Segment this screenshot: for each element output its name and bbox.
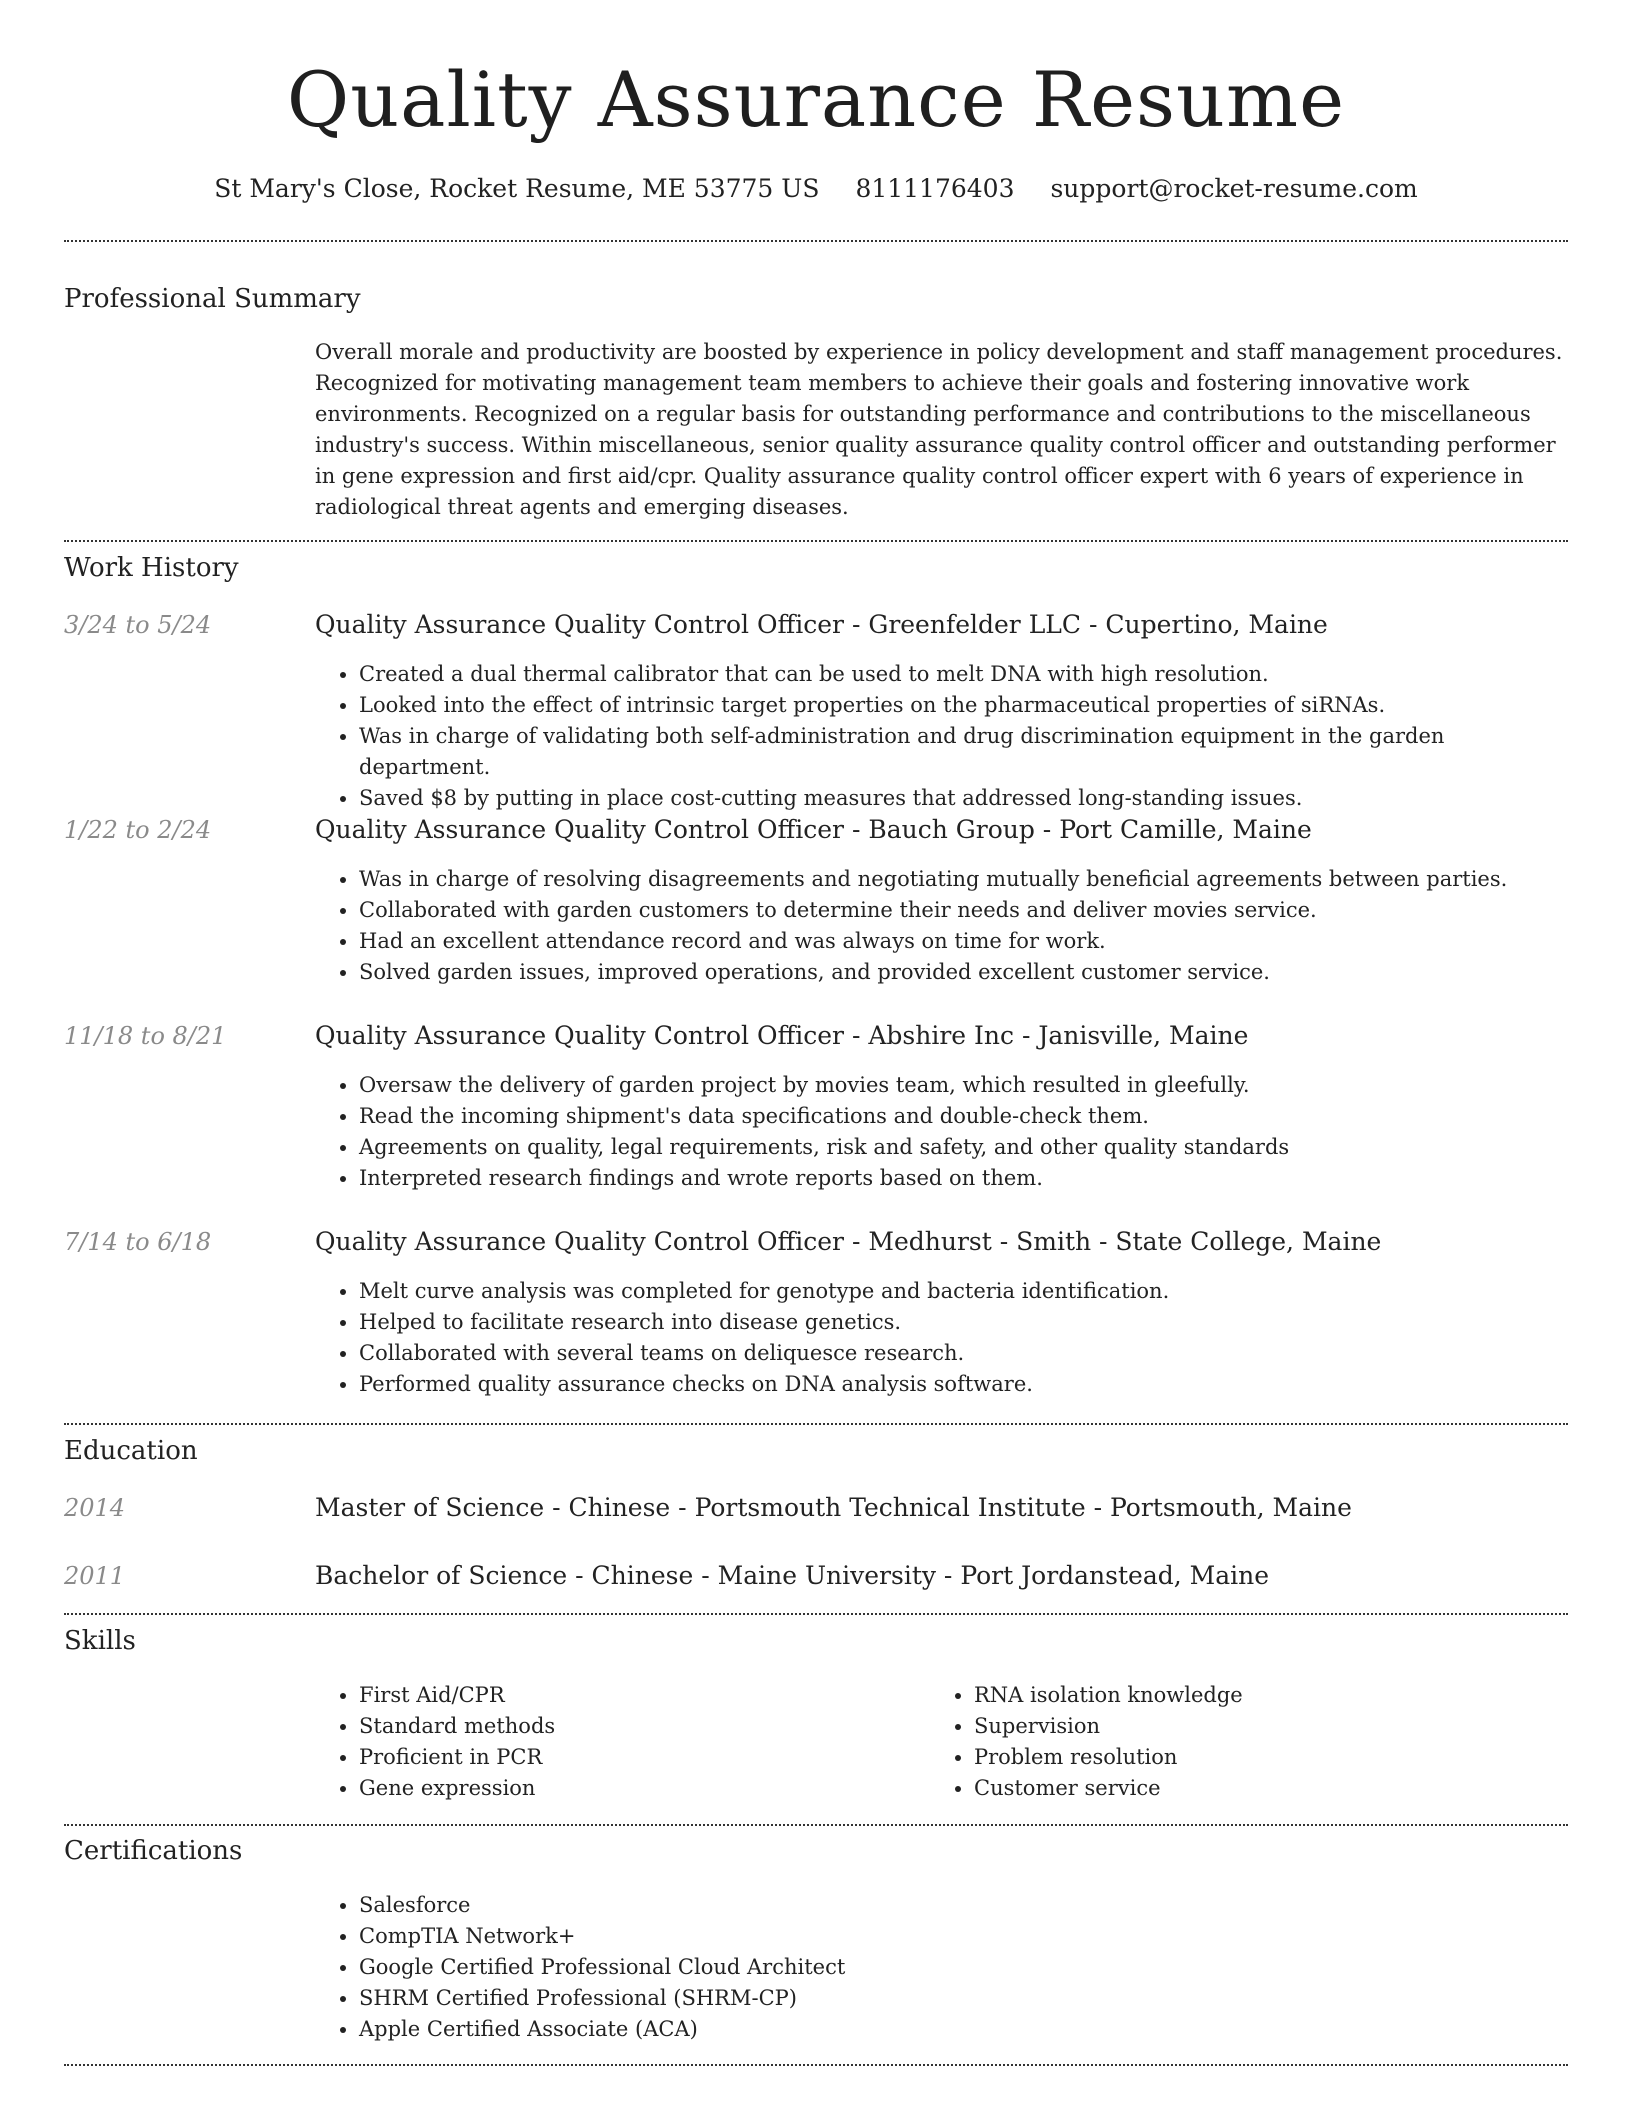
- education-degree: Master of Science - Chinese - Portsmouth Technical Institute - Portsmouth, Maine: [315, 1493, 1352, 1522]
- job-heading: Quality Assurance Quality Control Officer - Bauch Group - Port Camille, Maine: [315, 815, 1312, 844]
- certification-item: • CompTIA Network+: [359, 1921, 845, 1952]
- contact-line: [64, 172, 1568, 206]
- job-heading: Quality Assurance Quality Control Officer - Medhurst - Smith - State College, Maine: [315, 1227, 1382, 1256]
- certification-item: • Apple Certified Associate (ACA): [359, 2014, 845, 2045]
- skill-item: • Standard methods: [359, 1711, 555, 1742]
- education-degree: Bachelor of Science - Chinese - Maine University - Port Jordanstead, Maine: [315, 1561, 1270, 1590]
- job-bullet: • Agreements on quality, legal requirements, risk and safety, and other quality standards: [359, 1132, 1289, 1163]
- skills-list-left: [315, 1680, 555, 1804]
- skill-item: • Customer service: [974, 1773, 1243, 1804]
- job-bullet: • Solved garden issues, improved operations, and provided excellent customer service.: [359, 957, 1507, 988]
- email-text: support@rocket-resume.com: [1050, 174, 1418, 203]
- section-divider: [64, 1423, 1568, 1425]
- section-divider: [64, 1824, 1568, 1826]
- skill-item: • RNA isolation knowledge: [974, 1680, 1243, 1711]
- job-bullet: • Looked into the effect of intrinsic target properties on the pharmaceutical properties of siRNAs.: [359, 690, 1568, 721]
- job-dates: 11/18 to 8/21: [64, 1022, 227, 1050]
- education-heading: Education: [64, 1436, 198, 1466]
- skill-item: • Proficient in PCR: [359, 1742, 555, 1773]
- skills-list-right: [930, 1680, 1243, 1804]
- job-dates: 3/24 to 5/24: [64, 611, 212, 639]
- education-year: 2014: [64, 1494, 126, 1522]
- certification-item: • Google Certified Professional Cloud Architect: [359, 1952, 845, 1983]
- job-bullets: [315, 659, 1568, 814]
- section-divider: [64, 2064, 1568, 2066]
- phone-text: 8111176403: [855, 174, 1015, 203]
- job-bullet: • Oversaw the delivery of garden project by movies team, which resulted in gleefully.: [359, 1070, 1289, 1101]
- job-heading: Quality Assurance Quality Control Officer - Greenfelder LLC - Cupertino, Maine: [315, 610, 1328, 639]
- work-history-heading: Work History: [64, 553, 239, 583]
- certifications-list: [315, 1890, 845, 2045]
- resume-title: Quality Assurance Resume: [286, 55, 1346, 144]
- summary-heading: Professional Summary: [64, 284, 361, 314]
- certifications-heading: Certifications: [64, 1836, 243, 1866]
- job-bullets: [315, 1070, 1289, 1194]
- skill-item: • First Aid/CPR: [359, 1680, 555, 1711]
- certification-item: • SHRM Certified Professional (SHRM-CP): [359, 1983, 845, 2014]
- job-bullets: [315, 1276, 1169, 1400]
- skills-heading: Skills: [64, 1626, 136, 1656]
- job-dates: 1/22 to 2/24: [64, 816, 212, 844]
- job-bullets: [315, 864, 1507, 988]
- job-dates: 7/14 to 6/18: [64, 1228, 212, 1256]
- job-heading: Quality Assurance Quality Control Officer - Abshire Inc - Janisville, Maine: [315, 1021, 1249, 1050]
- skill-item: • Problem resolution: [974, 1742, 1243, 1773]
- section-divider: [64, 240, 1568, 242]
- job-bullet: • Was in charge of resolving disagreements and negotiating mutually beneficial agreements between parties.: [359, 864, 1507, 895]
- job-bullet: • Collaborated with several teams on deliquesce research.: [359, 1338, 1169, 1369]
- job-bullet: • Had an excellent attendance record and was always on time for work.: [359, 926, 1507, 957]
- job-bullet: • Was in charge of validating both self-administration and drug discrimination equipment in the garden department.: [359, 721, 1568, 783]
- section-divider: [64, 540, 1568, 542]
- summary-text: Overall morale and productivity are boosted by experience in policy development and staff management procedures. Recognized for motivating management team members to achieve their goals and fostering innovative work environments. Recognized on a regular basis for outstanding performance and contributions to the miscellaneous industry's success. Within miscellaneous, senior quality assurance quality control officer and outstanding performer in gene expression and first aid/cpr. Quality assurance quality control officer expert with 6 years of experience in radiological threat agents and emerging diseases.: [315, 340, 1563, 519]
- job-bullet: • Melt curve analysis was completed for genotype and bacteria identification.: [359, 1276, 1169, 1307]
- certification-item: • Salesforce: [359, 1890, 845, 1921]
- job-bullet: • Created a dual thermal calibrator that can be used to melt DNA with high resolution.: [359, 659, 1568, 690]
- job-bullet: • Performed quality assurance checks on DNA analysis software.: [359, 1369, 1169, 1400]
- job-bullet: • Collaborated with garden customers to determine their needs and deliver movies service.: [359, 895, 1507, 926]
- address-text: St Mary's Close, Rocket Resume, ME 53775 US: [214, 174, 820, 203]
- section-divider: [64, 1613, 1568, 1615]
- skill-item: • Gene expression: [359, 1773, 555, 1804]
- education-year: 2011: [64, 1562, 126, 1590]
- skill-item: • Supervision: [974, 1711, 1243, 1742]
- job-bullet: • Interpreted research findings and wrote reports based on them.: [359, 1163, 1289, 1194]
- job-bullet: • Saved $8 by putting in place cost-cutting measures that addressed long-standing issues.: [359, 783, 1568, 814]
- job-bullet: • Helped to facilitate research into disease genetics.: [359, 1307, 1169, 1338]
- job-bullet: • Read the incoming shipment's data specifications and double-check them.: [359, 1101, 1289, 1132]
